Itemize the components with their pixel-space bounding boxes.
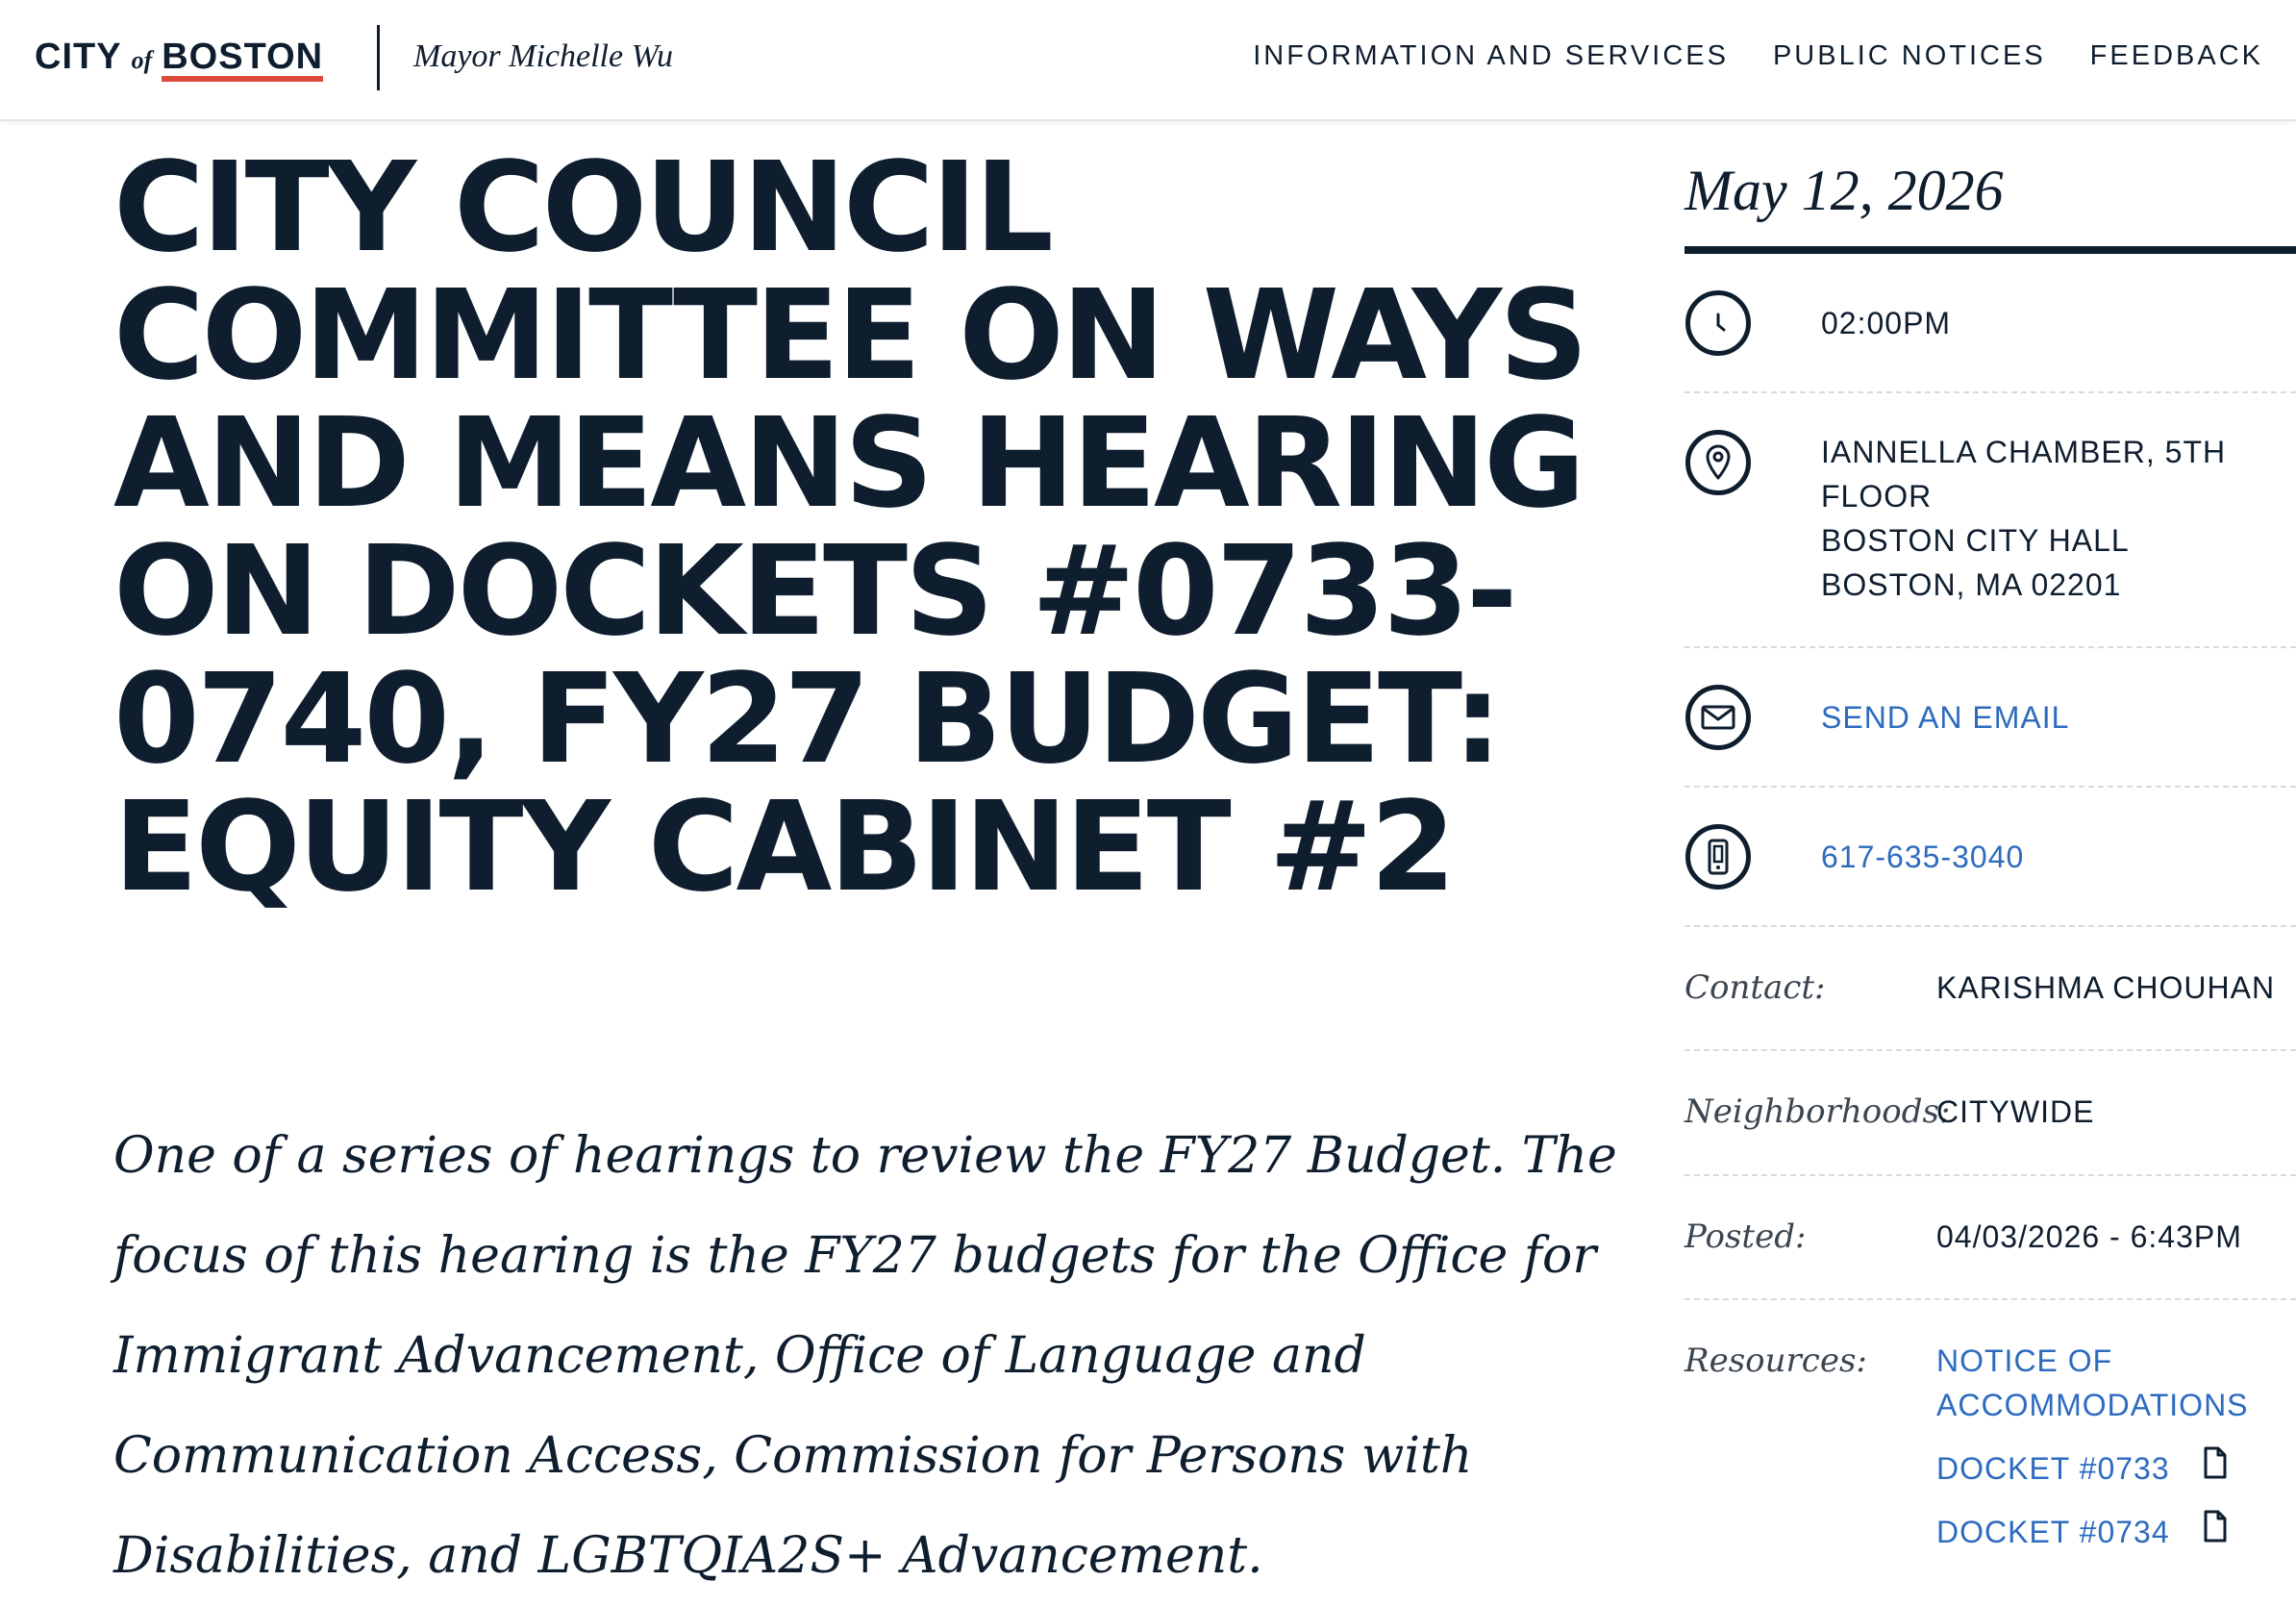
docket-0733-link[interactable] [1936, 1446, 2249, 1491]
notice-line-1: NOTICE OF [1936, 1343, 2113, 1378]
neighborhoods-value: CITYWIDE [1936, 1094, 2095, 1129]
page-title: CITY COUNCIL COMMITTEE ON WAYS AND MEANS HEARING ON DOCKETS #0733-0740, FY27 BUDGET: EQUITY CABINET #2 [113, 136, 1586, 919]
contact-value: KARISHMA CHOUHAN [1936, 970, 2276, 1005]
document-icon [2203, 1510, 2228, 1554]
logo-city: CITY [35, 37, 122, 77]
event-email-row [1685, 648, 2296, 788]
envelope-icon [1685, 685, 1751, 750]
posted-value: 04/03/2026 - 6:43PM [1936, 1219, 2242, 1254]
resources-label: Resources: [1685, 1342, 1867, 1380]
docket-0733-label: DOCKET #0733 [1936, 1451, 2170, 1486]
map-pin-icon [1685, 430, 1751, 495]
location-line-4: BOSTON, MA 02201 [1821, 567, 2122, 602]
resources-list [1936, 1339, 2249, 1554]
location-line-3: BOSTON CITY HALL [1821, 523, 2130, 558]
resources-row [1685, 1300, 2296, 1589]
document-icon [2203, 1446, 2228, 1491]
event-intro: One of a series of hearings to review the FY27 Budget. The focus of this hearing is the FY27 budgets for the Office for Immigrant Advancement, Office of Language and Communication Access, Commission for Persons with Disabilities, and LGBTQIA2S+ Advancement. [113, 1127, 1617, 1585]
location-line-2: FLOOR [1821, 479, 1933, 514]
location-line-1: IANNELLA CHAMBER, 5TH [1821, 435, 2227, 469]
docket-0734-label: DOCKET #0734 [1936, 1515, 2170, 1549]
site-header [0, 0, 2296, 121]
city-of-boston-logo[interactable] [35, 35, 323, 83]
logo-of: of [131, 46, 153, 74]
docket-0734-link[interactable] [1936, 1510, 2249, 1554]
main-nav [1253, 40, 2263, 72]
event-details-sidebar [1685, 152, 2296, 1589]
neighborhoods-label: Neighborhoods: [1685, 1092, 1951, 1131]
event-location-row [1685, 393, 2296, 648]
posted-label: Posted: [1685, 1217, 1807, 1256]
event-location [1821, 430, 2226, 607]
contact-row [1685, 927, 2296, 1051]
nav-feedback[interactable]: FEEDBACK [2089, 40, 2263, 71]
clock-icon [1685, 290, 1751, 356]
event-time-row [1685, 254, 2296, 393]
posted-row [1685, 1176, 2296, 1300]
event-date: May 12, 2026 [1685, 152, 2296, 254]
send-email-link[interactable]: SEND AN EMAIL [1821, 700, 2070, 735]
contact-label: Contact: [1685, 968, 1826, 1007]
logo-boston: BOSTON [162, 38, 323, 82]
event-time: 02:00PM [1821, 306, 1952, 340]
nav-public-notices[interactable]: PUBLIC NOTICES [1772, 40, 2046, 71]
neighborhoods-row [1685, 1051, 2296, 1176]
notice-of-accommodations-link[interactable] [1936, 1339, 2249, 1427]
mobile-phone-icon [1685, 824, 1751, 890]
logo-divider [377, 25, 380, 90]
nav-information-and-services[interactable]: INFORMATION AND SERVICES [1253, 40, 1729, 71]
event-phone-row [1685, 788, 2296, 927]
phone-link[interactable]: 617-635-3040 [1821, 840, 2025, 874]
notice-line-2: ACCOMMODATIONS [1936, 1388, 2249, 1422]
mayor-name: Mayor Michelle Wu [413, 38, 674, 74]
